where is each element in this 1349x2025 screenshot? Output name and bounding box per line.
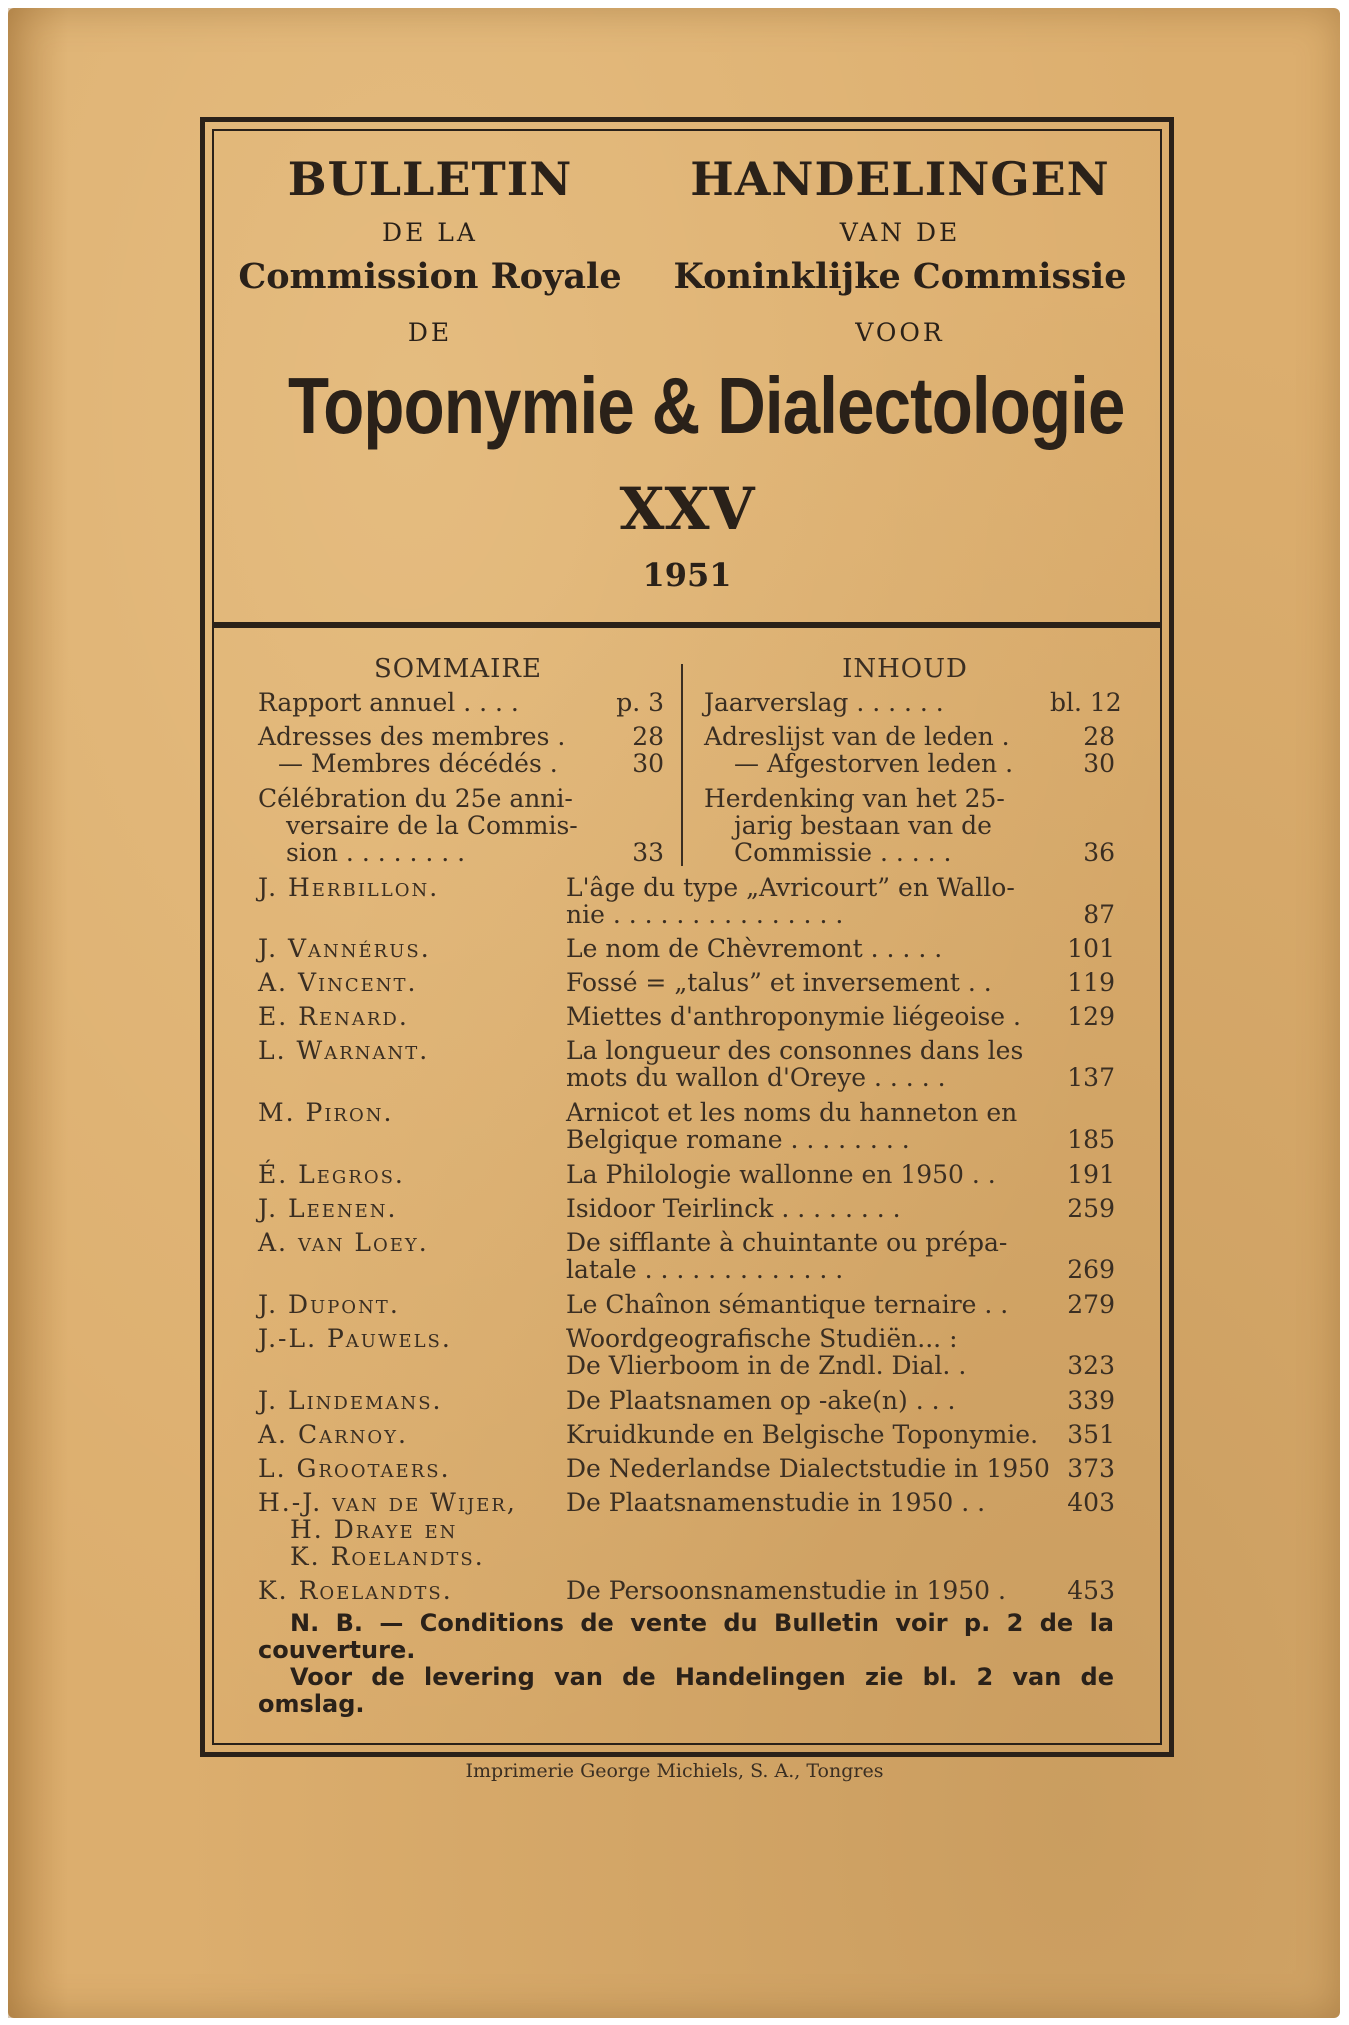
article-page: 373 [1067,1454,1115,1483]
handelingen-title: HANDELINGEN [690,152,1110,206]
inhoud-item-text: jarig bestaan van de [734,811,992,840]
inhoud-item-text: Jaarverslag . . . . . . [704,688,944,717]
article-title: latale . . . . . . . . . . . . . [566,1255,844,1284]
inhoud-item-page: 30 [1083,749,1115,778]
header-divider [212,622,1162,628]
sommaire-item-text: Célébration du 25e anni- [258,784,573,813]
article-author: J. Herbillon. [258,873,440,902]
article-title: La Philologie wallonne en 1950 . . [566,1160,996,1189]
article-title: mots du wallon d'Oreye . . . . . [566,1063,946,1092]
inhoud-item-page: bl. 12 [1050,688,1122,717]
article-author: L. Warnant. [258,1036,430,1065]
inhoud-item-page: 28 [1083,722,1115,751]
article-page: 269 [1067,1255,1115,1284]
article-page: 185 [1067,1125,1115,1154]
article-page: 323 [1067,1351,1115,1380]
toc-column-divider [681,664,683,866]
inhoud-item-text: Herdenking van het 25- [704,784,1005,813]
inhoud-item-text: — Afgestorven leden . [734,749,1014,778]
main-title: Toponymie & Dialectologie [288,361,1125,450]
article-title: Fossé = „talus” et inversement . . [566,968,992,997]
article-title: Isidoor Teirlinck . . . . . . . . [566,1194,901,1223]
article-author: H. Draye en [290,1515,458,1544]
article-title: Kruidkunde en Belgische Toponymie. [566,1420,1039,1449]
bulletin-line1: DE LA [382,218,478,247]
article-title: Le Chaînon sémantique ternaire . . [566,1290,1009,1319]
inhoud-item-page: 36 [1083,838,1115,867]
sommaire-item-page: 28 [632,722,664,751]
sales-note-nl: Voor de levering van de Handelingen zie bl. 2 van de omslag. [258,1663,1114,1718]
article-author: E. Renard. [258,1002,409,1031]
handelingen-line2: Koninklijke Commissie [673,256,1127,297]
article-title: De Vlierboom in de Zndl. Dial. . [566,1351,967,1380]
handelingen-line3: VOOR [855,318,945,347]
article-page: 129 [1067,1002,1115,1031]
article-page: 403 [1067,1488,1115,1517]
article-title: De Persoonsnamenstudie in 1950 . [566,1576,1006,1605]
article-page: 279 [1067,1290,1115,1319]
article-author: J. Dupont. [258,1290,400,1319]
article-author: K. Roelandts. [258,1576,453,1605]
article-author: J. Vannérus. [258,934,431,963]
cover-edge-shading [8,8,68,2018]
inhoud-item-text: Commissie . . . . . [734,838,952,867]
article-author: A. Carnoy. [258,1420,408,1449]
inhoud-item-text: Adreslijst van de leden . [704,722,1010,751]
printer-imprint: Imprimerie George Michiels, S. A., Tongres [465,1760,884,1782]
sommaire-item-page: 30 [632,749,664,778]
article-title: Miettes d'anthroponymie liégeoise . [566,1002,1021,1031]
sommaire-item-text: Adresses des membres . [258,722,566,751]
sommaire-heading: SOMMAIRE [374,654,542,684]
sales-note [258,1610,1114,1718]
article-author: É. Legros. [258,1160,405,1189]
article-author: J.-L. Pauwels. [258,1324,452,1353]
article-author: A. van Loey. [258,1228,429,1257]
sommaire-item-page: 33 [632,838,664,867]
article-title: Woordgeografische Studiën... : [566,1324,958,1353]
bulletin-line3: DE [407,318,453,347]
sommaire-item-text: versaire de la Commis- [286,811,578,840]
article-author: L. Grootaers. [258,1454,451,1483]
year: 1951 [642,556,732,594]
article-page: 453 [1067,1576,1115,1605]
article-page: 351 [1067,1420,1115,1449]
article-title: De Plaatsnamen op -ake(n) . . . [566,1386,956,1415]
sommaire-item-text: sion . . . . . . . . [286,838,466,867]
article-page: 119 [1067,968,1115,997]
bulletin-title: BULLETIN [287,152,573,206]
article-title: De Plaatsnamenstudie in 1950 . . [566,1488,986,1517]
article-author: J. Lindemans. [258,1386,443,1415]
sommaire-item-text: Rapport annuel . . . . [258,688,519,717]
article-page: 259 [1067,1194,1115,1223]
article-author: M. Piron. [258,1098,394,1127]
volume-number: XXV [619,475,755,543]
article-title: De sifflante à chuintante ou prépa- [566,1228,1008,1257]
inhoud-heading: INHOUD [842,654,968,684]
article-page: 101 [1067,934,1115,963]
article-page: 87 [1083,900,1115,929]
handelingen-line1: VAN DE [839,218,961,247]
article-title: De Nederlandse Dialectstudie in 1950 [566,1454,1050,1483]
article-title: nie . . . . . . . . . . . . . . . [566,900,844,929]
article-author: J. Leenen. [258,1194,398,1223]
article-author: K. Roelandts. [290,1542,485,1571]
article-title: Arnicot et les noms du hanneton en [566,1098,1018,1127]
bulletin-line2: Commission Royale [238,256,622,297]
article-title: La longueur des consonnes dans les [566,1036,1024,1065]
sales-note-fr: N. B. — Conditions de vente du Bulletin voir p. 2 de la couverture. [258,1609,1114,1664]
article-title: Belgique romane . . . . . . . . [566,1125,910,1154]
article-title: L'âge du type „Avricourt” en Wallo- [566,873,1015,902]
sommaire-item-text: — Membres décédés . [278,749,558,778]
article-page: 191 [1067,1160,1115,1189]
article-title: Le nom de Chèvremont . . . . . [566,934,943,963]
article-author: A. Vincent. [258,968,418,997]
sommaire-item-page: p. 3 [616,688,664,717]
article-page: 339 [1067,1386,1115,1415]
article-author: H.-J. van de Wijer, [258,1488,517,1517]
article-page: 137 [1067,1063,1115,1092]
